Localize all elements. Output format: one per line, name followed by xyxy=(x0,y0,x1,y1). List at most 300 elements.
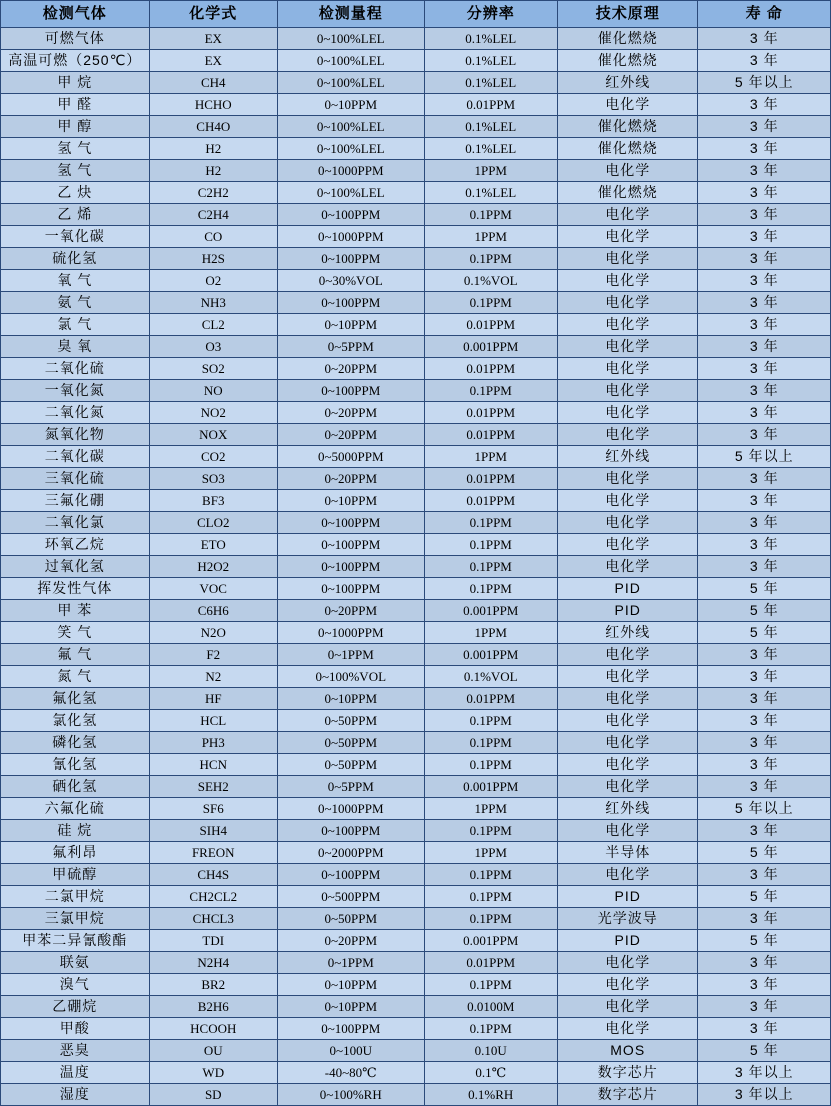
cell-detection-range: 0~100PPM xyxy=(277,820,424,842)
cell-gas-name: 甲苯二异氰酸酯 xyxy=(1,930,150,952)
cell-gas-name: 温度 xyxy=(1,1062,150,1084)
cell-detection-range: 0~100PPM xyxy=(277,864,424,886)
cell-lifespan: 3 年 xyxy=(698,490,831,512)
cell-chemical-formula: NO xyxy=(149,380,277,402)
cell-gas-name: 乙 烯 xyxy=(1,204,150,226)
cell-lifespan: 3 年 xyxy=(698,512,831,534)
cell-lifespan: 3 年 xyxy=(698,160,831,182)
cell-gas-name: 甲 烷 xyxy=(1,72,150,94)
cell-detection-range: 0~100%RH xyxy=(277,1084,424,1106)
cell-lifespan: 5 年 xyxy=(698,886,831,908)
cell-gas-name: 硅 烷 xyxy=(1,820,150,842)
cell-technology: 红外线 xyxy=(557,798,698,820)
cell-resolution: 0.01PPM xyxy=(424,94,557,116)
cell-lifespan: 3 年 xyxy=(698,776,831,798)
cell-resolution: 0.1%RH xyxy=(424,1084,557,1106)
cell-detection-range: 0~20PPM xyxy=(277,358,424,380)
cell-detection-range: 0~100PPM xyxy=(277,556,424,578)
table-row xyxy=(1,446,831,468)
cell-resolution: 1PPM xyxy=(424,798,557,820)
cell-gas-name: 三氧化硫 xyxy=(1,468,150,490)
cell-lifespan: 3 年以上 xyxy=(698,1062,831,1084)
cell-lifespan: 3 年 xyxy=(698,314,831,336)
table-body xyxy=(1,28,831,1106)
cell-detection-range: 0~100%LEL xyxy=(277,28,424,50)
header-resolution: 分辨率 xyxy=(424,1,557,28)
cell-resolution: 0.1%LEL xyxy=(424,28,557,50)
cell-resolution: 0.01PPM xyxy=(424,490,557,512)
cell-lifespan: 3 年 xyxy=(698,974,831,996)
cell-lifespan: 3 年 xyxy=(698,402,831,424)
cell-resolution: 1PPM xyxy=(424,842,557,864)
cell-technology: 电化学 xyxy=(557,1018,698,1040)
cell-gas-name: 磷化氢 xyxy=(1,732,150,754)
cell-gas-name: 氢 气 xyxy=(1,160,150,182)
cell-gas-name: 过氧化氢 xyxy=(1,556,150,578)
cell-detection-range: 0~50PPM xyxy=(277,908,424,930)
cell-chemical-formula: C2H2 xyxy=(149,182,277,204)
cell-technology: PID xyxy=(557,930,698,952)
cell-detection-range: 0~10PPM xyxy=(277,974,424,996)
cell-lifespan: 3 年 xyxy=(698,644,831,666)
cell-lifespan: 3 年 xyxy=(698,292,831,314)
cell-chemical-formula: SEH2 xyxy=(149,776,277,798)
cell-detection-range: 0~100PPM xyxy=(277,248,424,270)
cell-chemical-formula: C2H4 xyxy=(149,204,277,226)
cell-resolution: 0.01PPM xyxy=(424,952,557,974)
table-row xyxy=(1,578,831,600)
cell-gas-name: 六氟化硫 xyxy=(1,798,150,820)
cell-detection-range: 0~1PPM xyxy=(277,644,424,666)
cell-lifespan: 5 年 xyxy=(698,842,831,864)
cell-chemical-formula: H2O2 xyxy=(149,556,277,578)
table-row xyxy=(1,1040,831,1062)
table-row xyxy=(1,754,831,776)
cell-resolution: 0.1PPM xyxy=(424,248,557,270)
cell-lifespan: 3 年 xyxy=(698,138,831,160)
cell-technology: 电化学 xyxy=(557,710,698,732)
table-row xyxy=(1,974,831,996)
cell-chemical-formula: CLO2 xyxy=(149,512,277,534)
cell-chemical-formula: HCHO xyxy=(149,94,277,116)
cell-chemical-formula: EX xyxy=(149,28,277,50)
cell-resolution: 0.01PPM xyxy=(424,314,557,336)
cell-detection-range: 0~100%LEL xyxy=(277,50,424,72)
header-chemical-formula: 化学式 xyxy=(149,1,277,28)
cell-chemical-formula: FREON xyxy=(149,842,277,864)
cell-chemical-formula: CH4S xyxy=(149,864,277,886)
cell-gas-name: 氟化氢 xyxy=(1,688,150,710)
cell-resolution: 0.1PPM xyxy=(424,556,557,578)
cell-technology: MOS xyxy=(557,1040,698,1062)
cell-detection-range: 0~10PPM xyxy=(277,996,424,1018)
table-row xyxy=(1,182,831,204)
cell-gas-name: 氰化氢 xyxy=(1,754,150,776)
cell-gas-name: 氨 气 xyxy=(1,292,150,314)
cell-technology: 电化学 xyxy=(557,644,698,666)
cell-detection-range: 0~100PPM xyxy=(277,534,424,556)
cell-detection-range: 0~2000PPM xyxy=(277,842,424,864)
cell-detection-range: 0~10PPM xyxy=(277,688,424,710)
cell-detection-range: 0~5PPM xyxy=(277,776,424,798)
table-row xyxy=(1,732,831,754)
cell-technology: 红外线 xyxy=(557,72,698,94)
cell-detection-range: 0~20PPM xyxy=(277,600,424,622)
cell-lifespan: 3 年 xyxy=(698,1018,831,1040)
cell-chemical-formula: BR2 xyxy=(149,974,277,996)
table-row xyxy=(1,1062,831,1084)
cell-resolution: 0.1PPM xyxy=(424,908,557,930)
cell-technology: PID xyxy=(557,886,698,908)
table-row xyxy=(1,50,831,72)
table-row xyxy=(1,138,831,160)
cell-resolution: 0.1PPM xyxy=(424,512,557,534)
cell-technology: 电化学 xyxy=(557,248,698,270)
cell-detection-range: 0~10PPM xyxy=(277,314,424,336)
cell-gas-name: 甲 醛 xyxy=(1,94,150,116)
cell-detection-range: 0~10PPM xyxy=(277,490,424,512)
table-row xyxy=(1,710,831,732)
table-row xyxy=(1,930,831,952)
table-row xyxy=(1,358,831,380)
cell-technology: 电化学 xyxy=(557,424,698,446)
cell-resolution: 0.1℃ xyxy=(424,1062,557,1084)
cell-technology: 电化学 xyxy=(557,468,698,490)
cell-technology: 电化学 xyxy=(557,666,698,688)
cell-detection-range: 0~1000PPM xyxy=(277,226,424,248)
cell-technology: 电化学 xyxy=(557,534,698,556)
table-row xyxy=(1,534,831,556)
cell-chemical-formula: SF6 xyxy=(149,798,277,820)
cell-technology: 催化燃烧 xyxy=(557,182,698,204)
cell-gas-name: 二氧化碳 xyxy=(1,446,150,468)
cell-chemical-formula: OU xyxy=(149,1040,277,1062)
table-row xyxy=(1,1018,831,1040)
cell-chemical-formula: WD xyxy=(149,1062,277,1084)
cell-gas-name: 联氨 xyxy=(1,952,150,974)
table-row xyxy=(1,952,831,974)
table-row xyxy=(1,512,831,534)
cell-technology: 电化学 xyxy=(557,358,698,380)
cell-chemical-formula: NOX xyxy=(149,424,277,446)
cell-lifespan: 3 年 xyxy=(698,820,831,842)
cell-lifespan: 3 年 xyxy=(698,556,831,578)
cell-technology: 电化学 xyxy=(557,94,698,116)
cell-resolution: 0.1PPM xyxy=(424,292,557,314)
cell-gas-name: 恶臭 xyxy=(1,1040,150,1062)
cell-lifespan: 3 年 xyxy=(698,754,831,776)
cell-chemical-formula: H2 xyxy=(149,160,277,182)
cell-lifespan: 5 年 xyxy=(698,578,831,600)
cell-lifespan: 5 年 xyxy=(698,1040,831,1062)
table-row xyxy=(1,160,831,182)
cell-resolution: 0.1%LEL xyxy=(424,138,557,160)
table-row xyxy=(1,864,831,886)
table-row xyxy=(1,380,831,402)
cell-lifespan: 3 年 xyxy=(698,732,831,754)
cell-chemical-formula: B2H6 xyxy=(149,996,277,1018)
cell-technology: 催化燃烧 xyxy=(557,138,698,160)
cell-resolution: 0.1PPM xyxy=(424,732,557,754)
table-row xyxy=(1,402,831,424)
cell-detection-range: 0~100%LEL xyxy=(277,182,424,204)
cell-gas-name: 氮氧化物 xyxy=(1,424,150,446)
cell-chemical-formula: H2S xyxy=(149,248,277,270)
cell-lifespan: 3 年 xyxy=(698,710,831,732)
cell-chemical-formula: HCOOH xyxy=(149,1018,277,1040)
cell-resolution: 0.01PPM xyxy=(424,402,557,424)
cell-lifespan: 3 年 xyxy=(698,94,831,116)
cell-detection-range: 0~100%LEL xyxy=(277,72,424,94)
table-row xyxy=(1,908,831,930)
header-detection-range: 检测量程 xyxy=(277,1,424,28)
cell-gas-name: 氟 气 xyxy=(1,644,150,666)
table-row xyxy=(1,424,831,446)
cell-chemical-formula: CH4O xyxy=(149,116,277,138)
cell-detection-range: 0~100PPM xyxy=(277,512,424,534)
cell-lifespan: 3 年 xyxy=(698,248,831,270)
cell-gas-name: 高温可燃（250℃） xyxy=(1,50,150,72)
cell-chemical-formula: CH4 xyxy=(149,72,277,94)
cell-lifespan: 3 年 xyxy=(698,688,831,710)
cell-gas-name: 三氟化硼 xyxy=(1,490,150,512)
cell-resolution: 0.1PPM xyxy=(424,820,557,842)
cell-lifespan: 3 年 xyxy=(698,864,831,886)
cell-resolution: 0.01PPM xyxy=(424,468,557,490)
cell-detection-range: 0~5000PPM xyxy=(277,446,424,468)
cell-gas-name: 可燃气体 xyxy=(1,28,150,50)
header-lifespan: 寿 命 xyxy=(698,1,831,28)
cell-technology: PID xyxy=(557,578,698,600)
cell-gas-name: 溴气 xyxy=(1,974,150,996)
cell-gas-name: 氯 气 xyxy=(1,314,150,336)
table-row xyxy=(1,798,831,820)
table-row xyxy=(1,666,831,688)
cell-technology: 电化学 xyxy=(557,380,698,402)
cell-detection-range: 0~100PPM xyxy=(277,578,424,600)
cell-detection-range: 0~100U xyxy=(277,1040,424,1062)
table-row xyxy=(1,28,831,50)
cell-detection-range: 0~20PPM xyxy=(277,468,424,490)
table-row xyxy=(1,72,831,94)
cell-lifespan: 3 年 xyxy=(698,534,831,556)
cell-lifespan: 3 年 xyxy=(698,28,831,50)
cell-technology: 红外线 xyxy=(557,446,698,468)
cell-chemical-formula: O3 xyxy=(149,336,277,358)
cell-resolution: 1PPM xyxy=(424,160,557,182)
cell-gas-name: 甲 醇 xyxy=(1,116,150,138)
cell-gas-name: 挥发性气体 xyxy=(1,578,150,600)
cell-lifespan: 3 年 xyxy=(698,50,831,72)
table-row xyxy=(1,556,831,578)
cell-detection-range: 0~20PPM xyxy=(277,930,424,952)
cell-resolution: 0.1PPM xyxy=(424,974,557,996)
table-header xyxy=(1,1,831,28)
cell-chemical-formula: EX xyxy=(149,50,277,72)
table-row xyxy=(1,226,831,248)
cell-technology: 电化学 xyxy=(557,974,698,996)
cell-gas-name: 氯化氢 xyxy=(1,710,150,732)
cell-gas-name: 甲硫醇 xyxy=(1,864,150,886)
cell-technology: 催化燃烧 xyxy=(557,116,698,138)
cell-gas-name: 湿度 xyxy=(1,1084,150,1106)
cell-chemical-formula: F2 xyxy=(149,644,277,666)
cell-technology: 电化学 xyxy=(557,336,698,358)
cell-detection-range: 0~30%VOL xyxy=(277,270,424,292)
cell-chemical-formula: PH3 xyxy=(149,732,277,754)
cell-chemical-formula: SO2 xyxy=(149,358,277,380)
cell-lifespan: 5 年 xyxy=(698,622,831,644)
cell-technology: 电化学 xyxy=(557,732,698,754)
cell-resolution: 0.001PPM xyxy=(424,776,557,798)
cell-resolution: 0.1%LEL xyxy=(424,72,557,94)
cell-detection-range: 0~5PPM xyxy=(277,336,424,358)
cell-technology: 电化学 xyxy=(557,402,698,424)
cell-resolution: 0.01PPM xyxy=(424,358,557,380)
cell-chemical-formula: N2O xyxy=(149,622,277,644)
cell-detection-range: 0~1000PPM xyxy=(277,160,424,182)
cell-resolution: 0.001PPM xyxy=(424,600,557,622)
header-technology: 技术原理 xyxy=(557,1,698,28)
cell-gas-name: 硒化氢 xyxy=(1,776,150,798)
cell-chemical-formula: SIH4 xyxy=(149,820,277,842)
cell-resolution: 0.001PPM xyxy=(424,336,557,358)
cell-technology: 光学波导 xyxy=(557,908,698,930)
cell-detection-range: 0~1000PPM xyxy=(277,798,424,820)
cell-gas-name: 甲酸 xyxy=(1,1018,150,1040)
table-row xyxy=(1,1084,831,1106)
cell-technology: 电化学 xyxy=(557,996,698,1018)
cell-lifespan: 3 年 xyxy=(698,996,831,1018)
cell-chemical-formula: H2 xyxy=(149,138,277,160)
cell-technology: 催化燃烧 xyxy=(557,28,698,50)
cell-detection-range: 0~100PPM xyxy=(277,1018,424,1040)
cell-detection-range: 0~50PPM xyxy=(277,754,424,776)
cell-chemical-formula: CO xyxy=(149,226,277,248)
table-row xyxy=(1,248,831,270)
cell-lifespan: 3 年 xyxy=(698,204,831,226)
cell-resolution: 0.01PPM xyxy=(424,424,557,446)
cell-detection-range: -40~80℃ xyxy=(277,1062,424,1084)
cell-resolution: 0.01PPM xyxy=(424,688,557,710)
cell-technology: 电化学 xyxy=(557,226,698,248)
cell-detection-range: 0~100%LEL xyxy=(277,138,424,160)
cell-technology: 电化学 xyxy=(557,820,698,842)
cell-resolution: 0.1%VOL xyxy=(424,666,557,688)
cell-technology: 电化学 xyxy=(557,314,698,336)
cell-gas-name: 氧 气 xyxy=(1,270,150,292)
table-row xyxy=(1,996,831,1018)
table-row xyxy=(1,292,831,314)
cell-technology: 电化学 xyxy=(557,160,698,182)
cell-lifespan: 5 年 xyxy=(698,600,831,622)
table-row xyxy=(1,886,831,908)
cell-gas-name: 乙 炔 xyxy=(1,182,150,204)
cell-gas-name: 臭 氧 xyxy=(1,336,150,358)
cell-gas-name: 环氧乙烷 xyxy=(1,534,150,556)
cell-technology: PID xyxy=(557,600,698,622)
cell-chemical-formula: N2 xyxy=(149,666,277,688)
cell-detection-range: 0~50PPM xyxy=(277,732,424,754)
cell-technology: 半导体 xyxy=(557,842,698,864)
cell-resolution: 0.1%LEL xyxy=(424,50,557,72)
table-row xyxy=(1,204,831,226)
cell-detection-range: 0~20PPM xyxy=(277,402,424,424)
cell-detection-range: 0~10PPM xyxy=(277,94,424,116)
cell-detection-range: 0~100PPM xyxy=(277,204,424,226)
cell-lifespan: 3 年 xyxy=(698,336,831,358)
cell-gas-name: 一氧化氮 xyxy=(1,380,150,402)
table-row xyxy=(1,94,831,116)
cell-lifespan: 5 年以上 xyxy=(698,798,831,820)
cell-gas-name: 硫化氢 xyxy=(1,248,150,270)
cell-lifespan: 3 年 xyxy=(698,116,831,138)
cell-chemical-formula: CH2CL2 xyxy=(149,886,277,908)
cell-chemical-formula: NO2 xyxy=(149,402,277,424)
cell-resolution: 0.1%LEL xyxy=(424,182,557,204)
cell-technology: 电化学 xyxy=(557,952,698,974)
cell-chemical-formula: C6H6 xyxy=(149,600,277,622)
cell-resolution: 1PPM xyxy=(424,226,557,248)
cell-technology: 电化学 xyxy=(557,688,698,710)
table-row xyxy=(1,600,831,622)
cell-lifespan: 3 年 xyxy=(698,380,831,402)
cell-technology: 电化学 xyxy=(557,754,698,776)
cell-gas-name: 一氧化碳 xyxy=(1,226,150,248)
cell-technology: 电化学 xyxy=(557,204,698,226)
cell-resolution: 0.1%VOL xyxy=(424,270,557,292)
cell-technology: 数字芯片 xyxy=(557,1084,698,1106)
cell-gas-name: 氢 气 xyxy=(1,138,150,160)
cell-lifespan: 3 年 xyxy=(698,468,831,490)
cell-detection-range: 0~1PPM xyxy=(277,952,424,974)
cell-gas-name: 二氧化氯 xyxy=(1,512,150,534)
cell-resolution: 0.1PPM xyxy=(424,204,557,226)
cell-lifespan: 3 年 xyxy=(698,952,831,974)
cell-resolution: 0.001PPM xyxy=(424,930,557,952)
cell-lifespan: 5 年以上 xyxy=(698,446,831,468)
cell-detection-range: 0~20PPM xyxy=(277,424,424,446)
cell-resolution: 0.1%LEL xyxy=(424,116,557,138)
cell-lifespan: 5 年以上 xyxy=(698,72,831,94)
cell-technology: 电化学 xyxy=(557,776,698,798)
cell-technology: 电化学 xyxy=(557,556,698,578)
cell-chemical-formula: VOC xyxy=(149,578,277,600)
cell-resolution: 0.1PPM xyxy=(424,754,557,776)
cell-gas-name: 氮 气 xyxy=(1,666,150,688)
cell-technology: 催化燃烧 xyxy=(557,50,698,72)
table-row xyxy=(1,270,831,292)
cell-chemical-formula: HF xyxy=(149,688,277,710)
cell-chemical-formula: TDI xyxy=(149,930,277,952)
cell-detection-range: 0~100%LEL xyxy=(277,116,424,138)
cell-chemical-formula: HCL xyxy=(149,710,277,732)
header-gas-name: 检测气体 xyxy=(1,1,150,28)
cell-resolution: 0.1PPM xyxy=(424,710,557,732)
table-row xyxy=(1,314,831,336)
cell-resolution: 0.1PPM xyxy=(424,864,557,886)
cell-chemical-formula: SD xyxy=(149,1084,277,1106)
cell-chemical-formula: HCN xyxy=(149,754,277,776)
cell-technology: 红外线 xyxy=(557,622,698,644)
cell-gas-name: 二氧化硫 xyxy=(1,358,150,380)
cell-chemical-formula: N2H4 xyxy=(149,952,277,974)
cell-resolution: 0.0100M xyxy=(424,996,557,1018)
cell-resolution: 0.1PPM xyxy=(424,886,557,908)
cell-lifespan: 3 年 xyxy=(698,908,831,930)
table-row xyxy=(1,842,831,864)
cell-resolution: 1PPM xyxy=(424,446,557,468)
